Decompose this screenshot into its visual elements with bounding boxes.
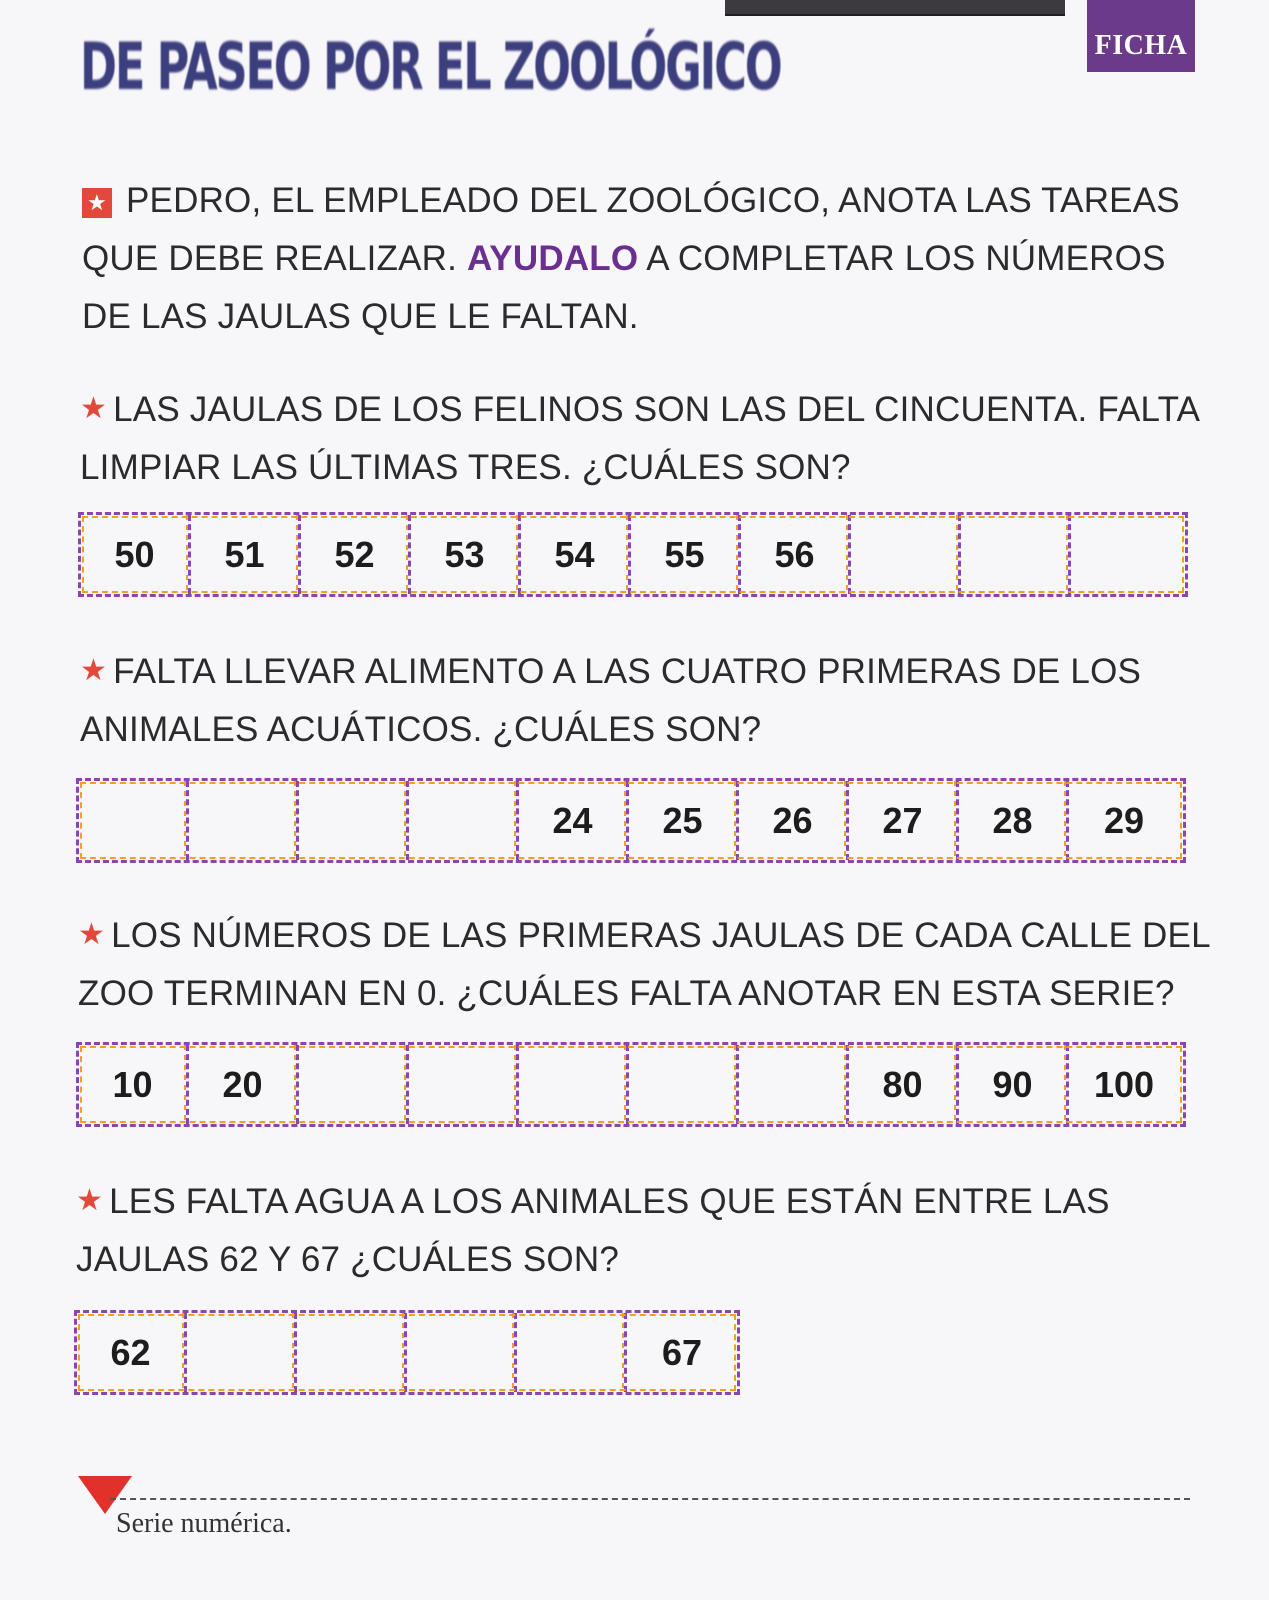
task-3-line-1: LOS NÚMEROS DE LAS PRIMERAS JAULAS DE CADA CALLE DEL — [111, 916, 1211, 955]
footer-label: Serie numérica. — [116, 1508, 292, 1539]
answer-cell[interactable] — [409, 781, 519, 860]
task-2-text — [80, 642, 1141, 759]
answer-cell[interactable] — [407, 1313, 517, 1392]
task-1-text — [80, 380, 1200, 497]
number-cell: 27 — [849, 781, 959, 860]
answer-cell[interactable] — [299, 781, 409, 860]
intro-line-2-suffix: A COMPLETAR LOS NÚMEROS — [646, 239, 1166, 278]
number-cell: 52 — [301, 515, 411, 594]
task-1-number-row — [78, 512, 1188, 597]
number-cell: 51 — [191, 515, 301, 594]
number-cell: 20 — [189, 1045, 299, 1124]
task-4-line-2: JAULAS 62 Y 67 ¿CUÁLES SON? — [76, 1240, 619, 1279]
task-4-text — [76, 1172, 1110, 1289]
number-cell: 25 — [629, 781, 739, 860]
intro-highlight: AYUDALO — [467, 239, 639, 278]
intro-line-2-prefix: QUE DEBE REALIZAR. — [82, 239, 458, 278]
task-2-line-1: FALTA LLEVAR ALIMENTO A LAS CUATRO PRIMERAS DE LOS — [113, 652, 1142, 691]
task-3-text — [78, 906, 1211, 1023]
task-4-line-1: LES FALTA AGUA A LOS ANIMALES QUE ESTÁN ENTRE LAS — [109, 1182, 1110, 1221]
star-icon: ★ — [76, 1184, 104, 1217]
star-icon: ★ — [80, 392, 108, 425]
answer-cell[interactable] — [189, 781, 299, 860]
number-cell: 29 — [1103, 799, 1145, 841]
number-cell: 100 — [1093, 1063, 1155, 1105]
number-cell: 53 — [411, 515, 521, 594]
task-4-number-row — [74, 1310, 740, 1395]
task-2-line-2: ANIMALES ACUÁTICOS. ¿CUÁLES SON? — [80, 710, 762, 749]
number-cell: 56 — [741, 515, 851, 594]
task-2-number-row — [76, 778, 1186, 863]
number-cell: 28 — [959, 781, 1069, 860]
top-binding-strip — [725, 0, 1065, 16]
answer-cell[interactable] — [409, 1045, 519, 1124]
answer-cell[interactable] — [79, 781, 189, 860]
number-cell: 90 — [959, 1045, 1069, 1124]
intro-line-3: DE LAS JAULAS QUE LE FALTAN. — [82, 297, 639, 336]
intro-line-1: PEDRO, EL EMPLEADO DEL ZOOLÓGICO, ANOTA LAS TAREAS — [126, 181, 1180, 220]
number-cell: 80 — [849, 1045, 959, 1124]
answer-cell[interactable] — [1071, 515, 1181, 594]
answer-cell[interactable] — [519, 1045, 629, 1124]
number-cell: 54 — [521, 515, 631, 594]
star-icon: ★ — [78, 918, 106, 951]
task-3-number-row — [76, 1042, 1186, 1127]
task-1-line-1: LAS JAULAS DE LOS FELINOS SON LAS DEL CINCUENTA. FALTA — [113, 390, 1201, 429]
task-1-line-2: LIMPIAR LAS ÚLTIMAS TRES. ¿CUÁLES SON? — [80, 448, 851, 487]
answer-cell[interactable] — [629, 1045, 739, 1124]
page-title: DE PASEO POR EL ZOOLÓGICO — [80, 28, 781, 105]
number-cell: 10 — [79, 1045, 189, 1124]
number-cell: 50 — [81, 515, 191, 594]
number-cell: 55 — [631, 515, 741, 594]
footer-divider — [110, 1498, 1190, 1500]
answer-cell[interactable] — [299, 1045, 409, 1124]
ficha-tab — [1087, 0, 1195, 72]
answer-cell[interactable] — [851, 515, 961, 594]
answer-cell[interactable] — [517, 1313, 627, 1392]
number-cell: 26 — [739, 781, 849, 860]
intro-paragraph — [82, 172, 1180, 346]
number-cell: 24 — [519, 781, 629, 860]
answer-cell[interactable] — [297, 1313, 407, 1392]
number-cell: 62 — [77, 1313, 187, 1392]
ficha-label: FICHA — [1094, 30, 1188, 61]
answer-cell[interactable] — [187, 1313, 297, 1392]
answer-cell[interactable] — [739, 1045, 849, 1124]
star-box-icon: ★ — [82, 188, 112, 218]
answer-cell[interactable] — [961, 515, 1071, 594]
star-icon: ★ — [80, 654, 108, 687]
task-3-line-2: ZOO TERMINAN EN 0. ¿CUÁLES FALTA ANOTAR EN ESTA SERIE? — [78, 974, 1175, 1013]
number-cell: 67 — [661, 1331, 703, 1373]
